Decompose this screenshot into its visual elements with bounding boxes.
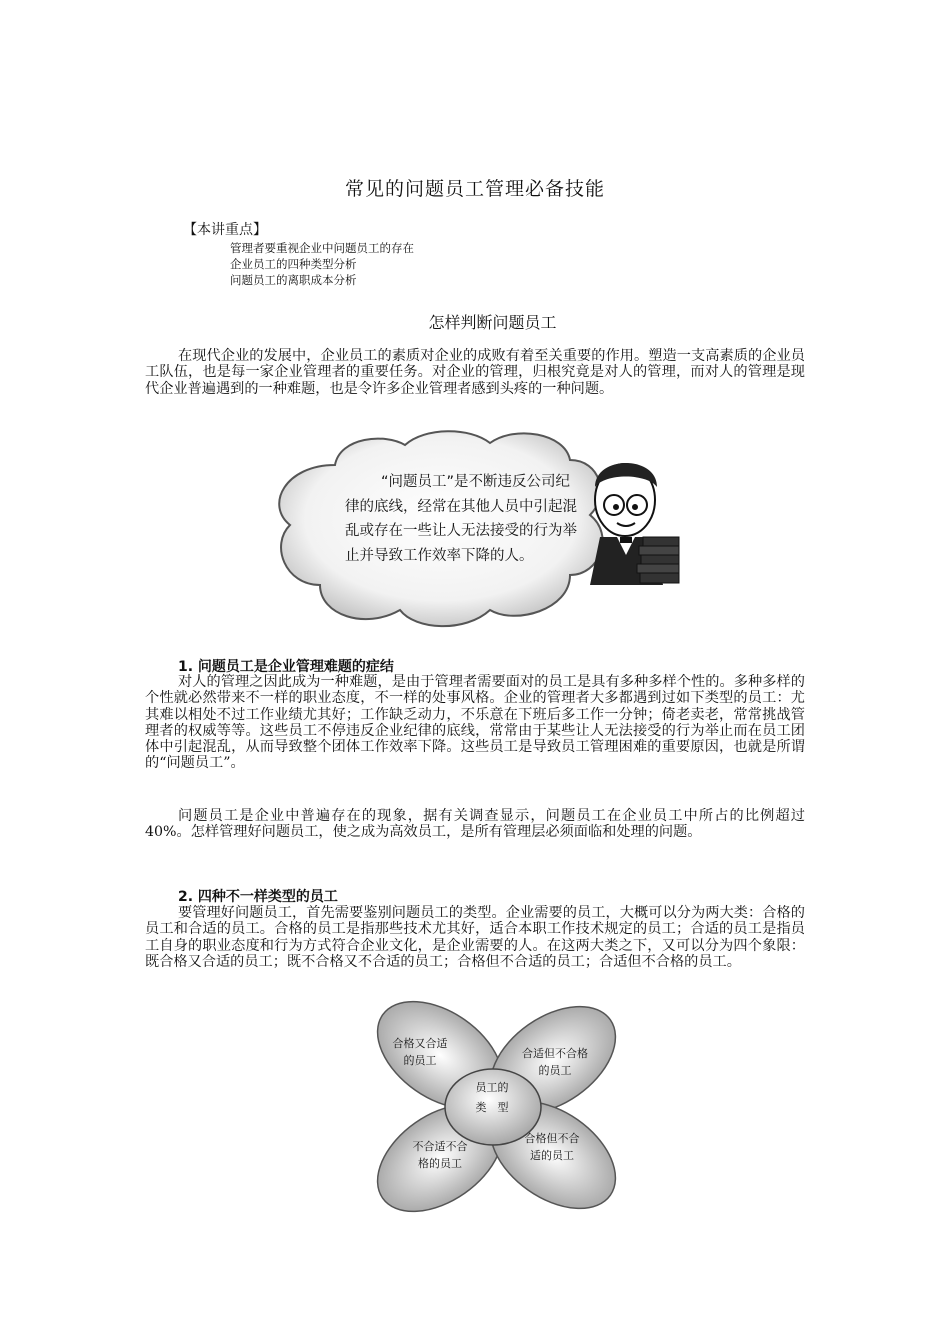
books-stack [637, 537, 679, 583]
petal-label-top-left: 合格又合适 的员工 [392, 1037, 448, 1067]
key-point-item: 问题员工的离职成本分析 [230, 273, 357, 287]
section-subtitle: 怎样判断问题员工 [428, 313, 557, 332]
petal-label-top-right: 合适但不合格 的员工 [522, 1047, 588, 1077]
section-1-paragraph: 对人的管理之因此成为一种难题，是由于管理者需要面对的员工是具有多种多样个性的。多种多样的个性就必然带来不一样的职业态度，不一样的处事风格。企业的管理者大多都遇到过如下类型的员工：尤其难以相处不过工作业绩尤其好；工作缺乏动力，不乐意在下班后多工作一分钟；倚老卖老，常常挑战管理者的权威等等。这些员工不停违反企业纪律的底线，常常由于某些让人无法接受的行为举止而在员工团体中引起混乱，从而导致整个团体工作效率下降。这些员工是导致员工管理困难的重要原因，也就是所谓的“问题员工”。 [145, 674, 805, 772]
intro-paragraph: 在现代企业的发展中，企业员工的素质对企业的成败有着至关重要的作用。塑造一支高素质的企业员工队伍，也是每一家企业管理者的重要任务。对企业的管理，归根究竟是对人的管理，而对人的管理是现代企业普遍遇到的一种难题，也是令许多企业管理者感到头疼的一种问题。 [145, 348, 805, 397]
section-1-heading: 1. 问题员工是企业管理难题的症结 [178, 659, 394, 675]
section-2-paragraph: 要管理好问题员工，首先需要鉴别问题员工的类型。企业需要的员工，大概可以分为两大类：合格的员工和合适的员工。合格的员工是指那些技术尤其好，适合本职工作技术规定的员工；合适的员工是指员工自身的职业态度和行为方式符合企业文化，是企业需要的人。在这两大类之下，又可以分为四个象限：既合格又合适的员工；既不合格又不合适的员工；合格但不合适的员工；合适但不合格的员工。 [145, 905, 805, 970]
key-points-heading: 【本讲重点】 [183, 222, 267, 238]
key-point-item: 管理者要重视企业中问题员工的存在 [230, 241, 414, 255]
section-2-heading: 2. 四种不一样类型的员工 [178, 889, 338, 905]
section-1-paragraph: 问题员工是企业中普遍存在的现象，据有关调查显示，问题员工在企业员工中所占的比例超过40%。怎样管理好问题员工，使之成为高效员工，是所有管理层必须面临和处理的问题。 [145, 808, 805, 841]
cloud-quote: “问题员工”是不断违反公司纪律的底线，经常在其他人员中引起混乱或存在一些让人无法接受的行为举止并导致工作效率下降的人。 [345, 474, 577, 564]
petal-label-bottom-right: 合格但不合 适的员工 [524, 1132, 580, 1162]
petal-label-bottom-left: 不合适不合 格的员工 [412, 1140, 468, 1170]
key-point-item: 企业员工的四种类型分析 [230, 257, 357, 271]
page-title: 常见的问题员工管理必备技能 [344, 178, 605, 200]
center-label: 员工的 类 型 [475, 1081, 509, 1114]
